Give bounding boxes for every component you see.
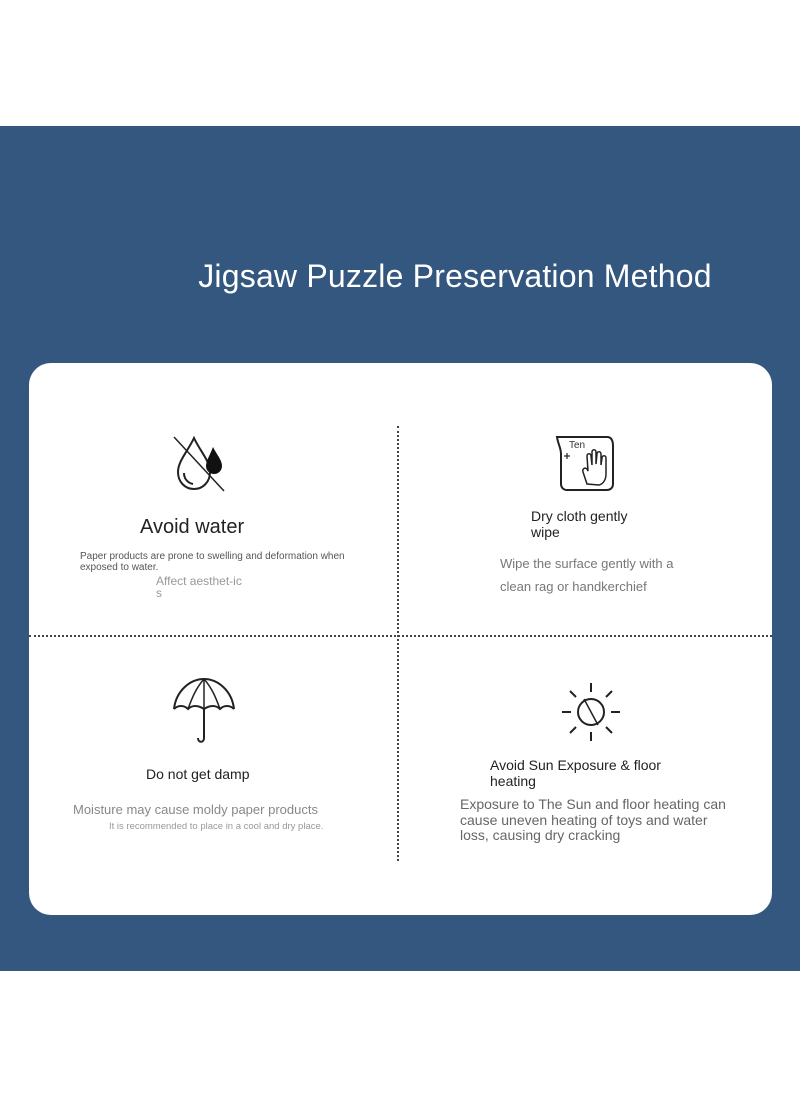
- horizontal-divider: [29, 635, 772, 637]
- cell-heading-avoid-water: Avoid water: [140, 516, 245, 538]
- care-card: [29, 363, 772, 915]
- cell-description-avoid-sun: Exposure to The Sun and floor heating can cause uneven heating of toys and water loss, causing dry cracking: [460, 796, 726, 843]
- cell-heading-avoid-sun: Avoid Sun Exposure & floor heating: [490, 757, 661, 789]
- cell-note-avoid-water: Affect aesthet-ics: [156, 574, 242, 600]
- vertical-divider: [397, 426, 399, 861]
- no-sun-icon: [560, 681, 622, 743]
- page-title: Jigsaw Puzzle Preservation Method: [198, 258, 712, 294]
- cell-note-do-not-get-damp: It is recommended to place in a cool and dry place.: [109, 821, 324, 832]
- cell-description-avoid-water: Paper products are prone to swelling and deformation when exposed to water.: [80, 551, 345, 573]
- cloth-icon-label: Ten: [569, 440, 586, 451]
- cell-description-do-not-get-damp: Moisture may cause moldy paper products: [73, 802, 318, 817]
- cell-heading-dry-cloth: Dry cloth gently wipe: [531, 508, 628, 540]
- no-water-drop-icon: [170, 433, 230, 493]
- umbrella-icon: [172, 676, 236, 746]
- cell-heading-do-not-get-damp: Do not get damp: [146, 766, 250, 782]
- cell-description-dry-cloth: Wipe the surface gently with a clean rag or handkerchief: [500, 556, 674, 594]
